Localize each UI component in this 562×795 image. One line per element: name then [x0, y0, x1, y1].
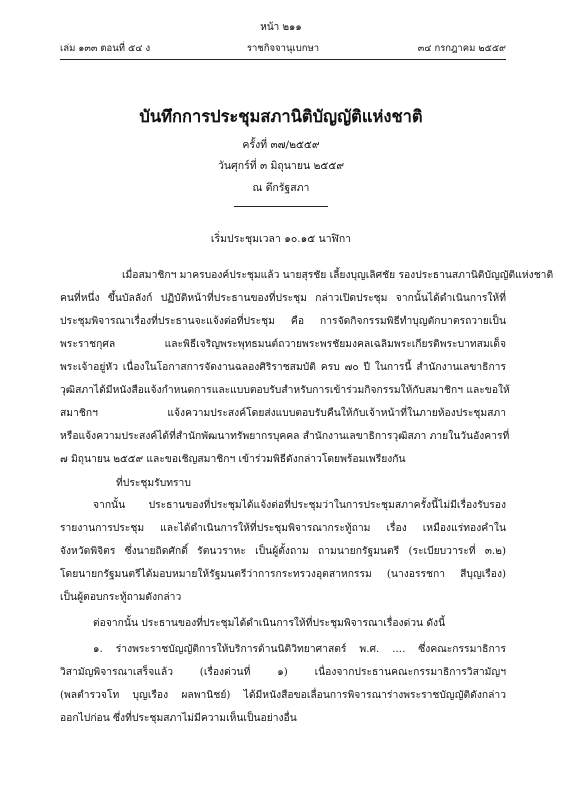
header-rule	[60, 59, 506, 60]
paragraph-line: โดยนายกรัฐมนตรีได้มอบหมายให้รัฐมนตรีว่าการกระทรวงอุตสาหกรรม (นางอรรชกา สีบุญเรือง)	[60, 568, 506, 580]
paragraph-line: พระราชกุศล และพิธีเจริญพระพุทธมนต์ถวายพระพรชัยมงคลเฉลิมพระเกียรติพระบาทสมเด็จ	[60, 338, 506, 350]
paragraph-line: หรือแจ้งความประสงค์ได้ที่สำนักพัฒนาทรัพยากรบุคคล สำนักงานเลขาธิการวุฒิสภา ภายในวันอังคารที่	[60, 430, 510, 442]
running-header	[60, 41, 506, 57]
paragraph-line: ประชุมพิจารณาเรื่องที่ประธานจะแจ้งต่อที่ประชุม คือ การจัดกิจกรรมพิธีทำบุญตักบาตรถวายเป็น	[60, 315, 506, 327]
meeting-number: ครั้งที่ ๓๗/๒๕๕๙	[242, 139, 320, 151]
agenda-item-line: วิสามัญพิจารณาเสร็จแล้ว (เรื่องด่วนที่ ๑) เนื่องจากประธานคณะกรรมาธิการวิสามัญฯ	[60, 666, 506, 678]
document-title: บันทึกการประชุมสภานิติบัญญัติแห่งชาติ	[139, 107, 423, 126]
meeting-place: ณ ตึกรัฐสภา	[252, 182, 310, 194]
paragraph-line: ต่อจากนั้น ประธานของที่ประชุมได้ดำเนินการให้ที่ประชุมพิจารณาเรื่องด่วน ดังนี้	[93, 617, 446, 629]
paragraph-line: เมื่อสมาชิกฯ มาครบองค์ประชุมแล้ว นายสุรชัย เลี้ยงบุญเลิศชัย รองประธานสภานิติบัญญัติแห่งชาติ	[122, 269, 554, 281]
volume-issue: เล่ม ๑๓๓ ตอนที่ ๕๔ ง	[60, 43, 151, 54]
paragraph-line: ๗ มิถุนายน ๒๕๕๙ และขอเชิญสมาชิกฯ เข้าร่วมพิธีดังกล่าวโดยพร้อมเพรียงกัน	[60, 453, 406, 465]
title-rule	[234, 206, 328, 207]
agenda-item-line: ออกไปก่อน ซึ่งที่ประชุมสภาไม่มีความเห็นเป็นอย่างอื่น	[60, 712, 297, 724]
page-number: หน้า ๒๑๑	[260, 22, 302, 33]
agenda-item-line: (พลตำรวจโท บุญเรือง ผลพานิชย์) ได้มีหนังสือขอเลื่อนการพิจารณาร่างพระราชบัญญัติดังกล่าว	[60, 689, 506, 701]
paragraph-line: จังหวัดพิจิตร ซึ่งนายถิดศักดิ์ รัตนวราหะ เป็นผู้ตั้งถาม ถามนายกรัฐมนตรี (ระเบียบวาระที่ ๓.๒)	[60, 545, 506, 557]
publication-name: ราชกิจจานุเบกษา	[246, 43, 320, 54]
acknowledged-heading: ที่ประชุมรับทราบ	[116, 477, 191, 489]
paragraph-line: รายงานการประชุม และได้ดำเนินการให้ที่ประชุมพิจารณากระทู้ถาม เรื่อง เหมืองแร่ทองคำใน	[60, 522, 506, 534]
paragraph-line: เป็นผู้ตอบกระทู้ถามดังกล่าว	[60, 591, 182, 603]
paragraph-line: พระเจ้าอยู่หัว เนื่องในโอกาสการจัดงานฉลองศิริราชสมบัติ ครบ ๗๐ ปี ในการนี้ สำนักงานเลขาธิการ	[60, 361, 506, 373]
agenda-item-line: ๑. ร่างพระราชบัญญัติการให้บริการด้านนิติวิทยาศาสตร์ พ.ศ. .... ซึ่งคณะกรรมาธิการ	[93, 643, 506, 655]
publication-date: ๓๔ กรกฎาคม ๒๕๕๙	[417, 43, 506, 54]
paragraph-line: จากนั้น ประธานของที่ประชุมได้แจ้งต่อที่ประชุมว่าในการประชุมสภาครั้งนี้ไม่มีเรื่องรับรอง	[93, 499, 506, 511]
meeting-date: วันศุกร์ที่ ๓ มิถุนายน ๒๕๕๙	[217, 160, 345, 172]
paragraph-line: สมาชิกฯ แจ้งความประสงค์โดยส่งแบบตอบรับคืนให้กับเจ้าหน้าที่ในภายห้องประชุมสภา	[60, 407, 506, 419]
meeting-start-time: เริ่มประชุมเวลา ๑๐.๑๕ นาฬิกา	[210, 233, 352, 245]
paragraph-line: คนที่หนึ่ง ขึ้นบัลลังก์ ปฏิบัติหน้าที่ประธานของที่ประชุม กล่าวเปิดประชุม จากนั้นได้ดำเนินการให้ที่	[60, 292, 506, 304]
paragraph-line: วุฒิสภาได้มีหนังสือแจ้งกำหนดการและแบบตอบรับสำหรับการเข้าร่วมกิจกรรมให้กับสมาชิกฯ และขอให้	[60, 384, 510, 396]
